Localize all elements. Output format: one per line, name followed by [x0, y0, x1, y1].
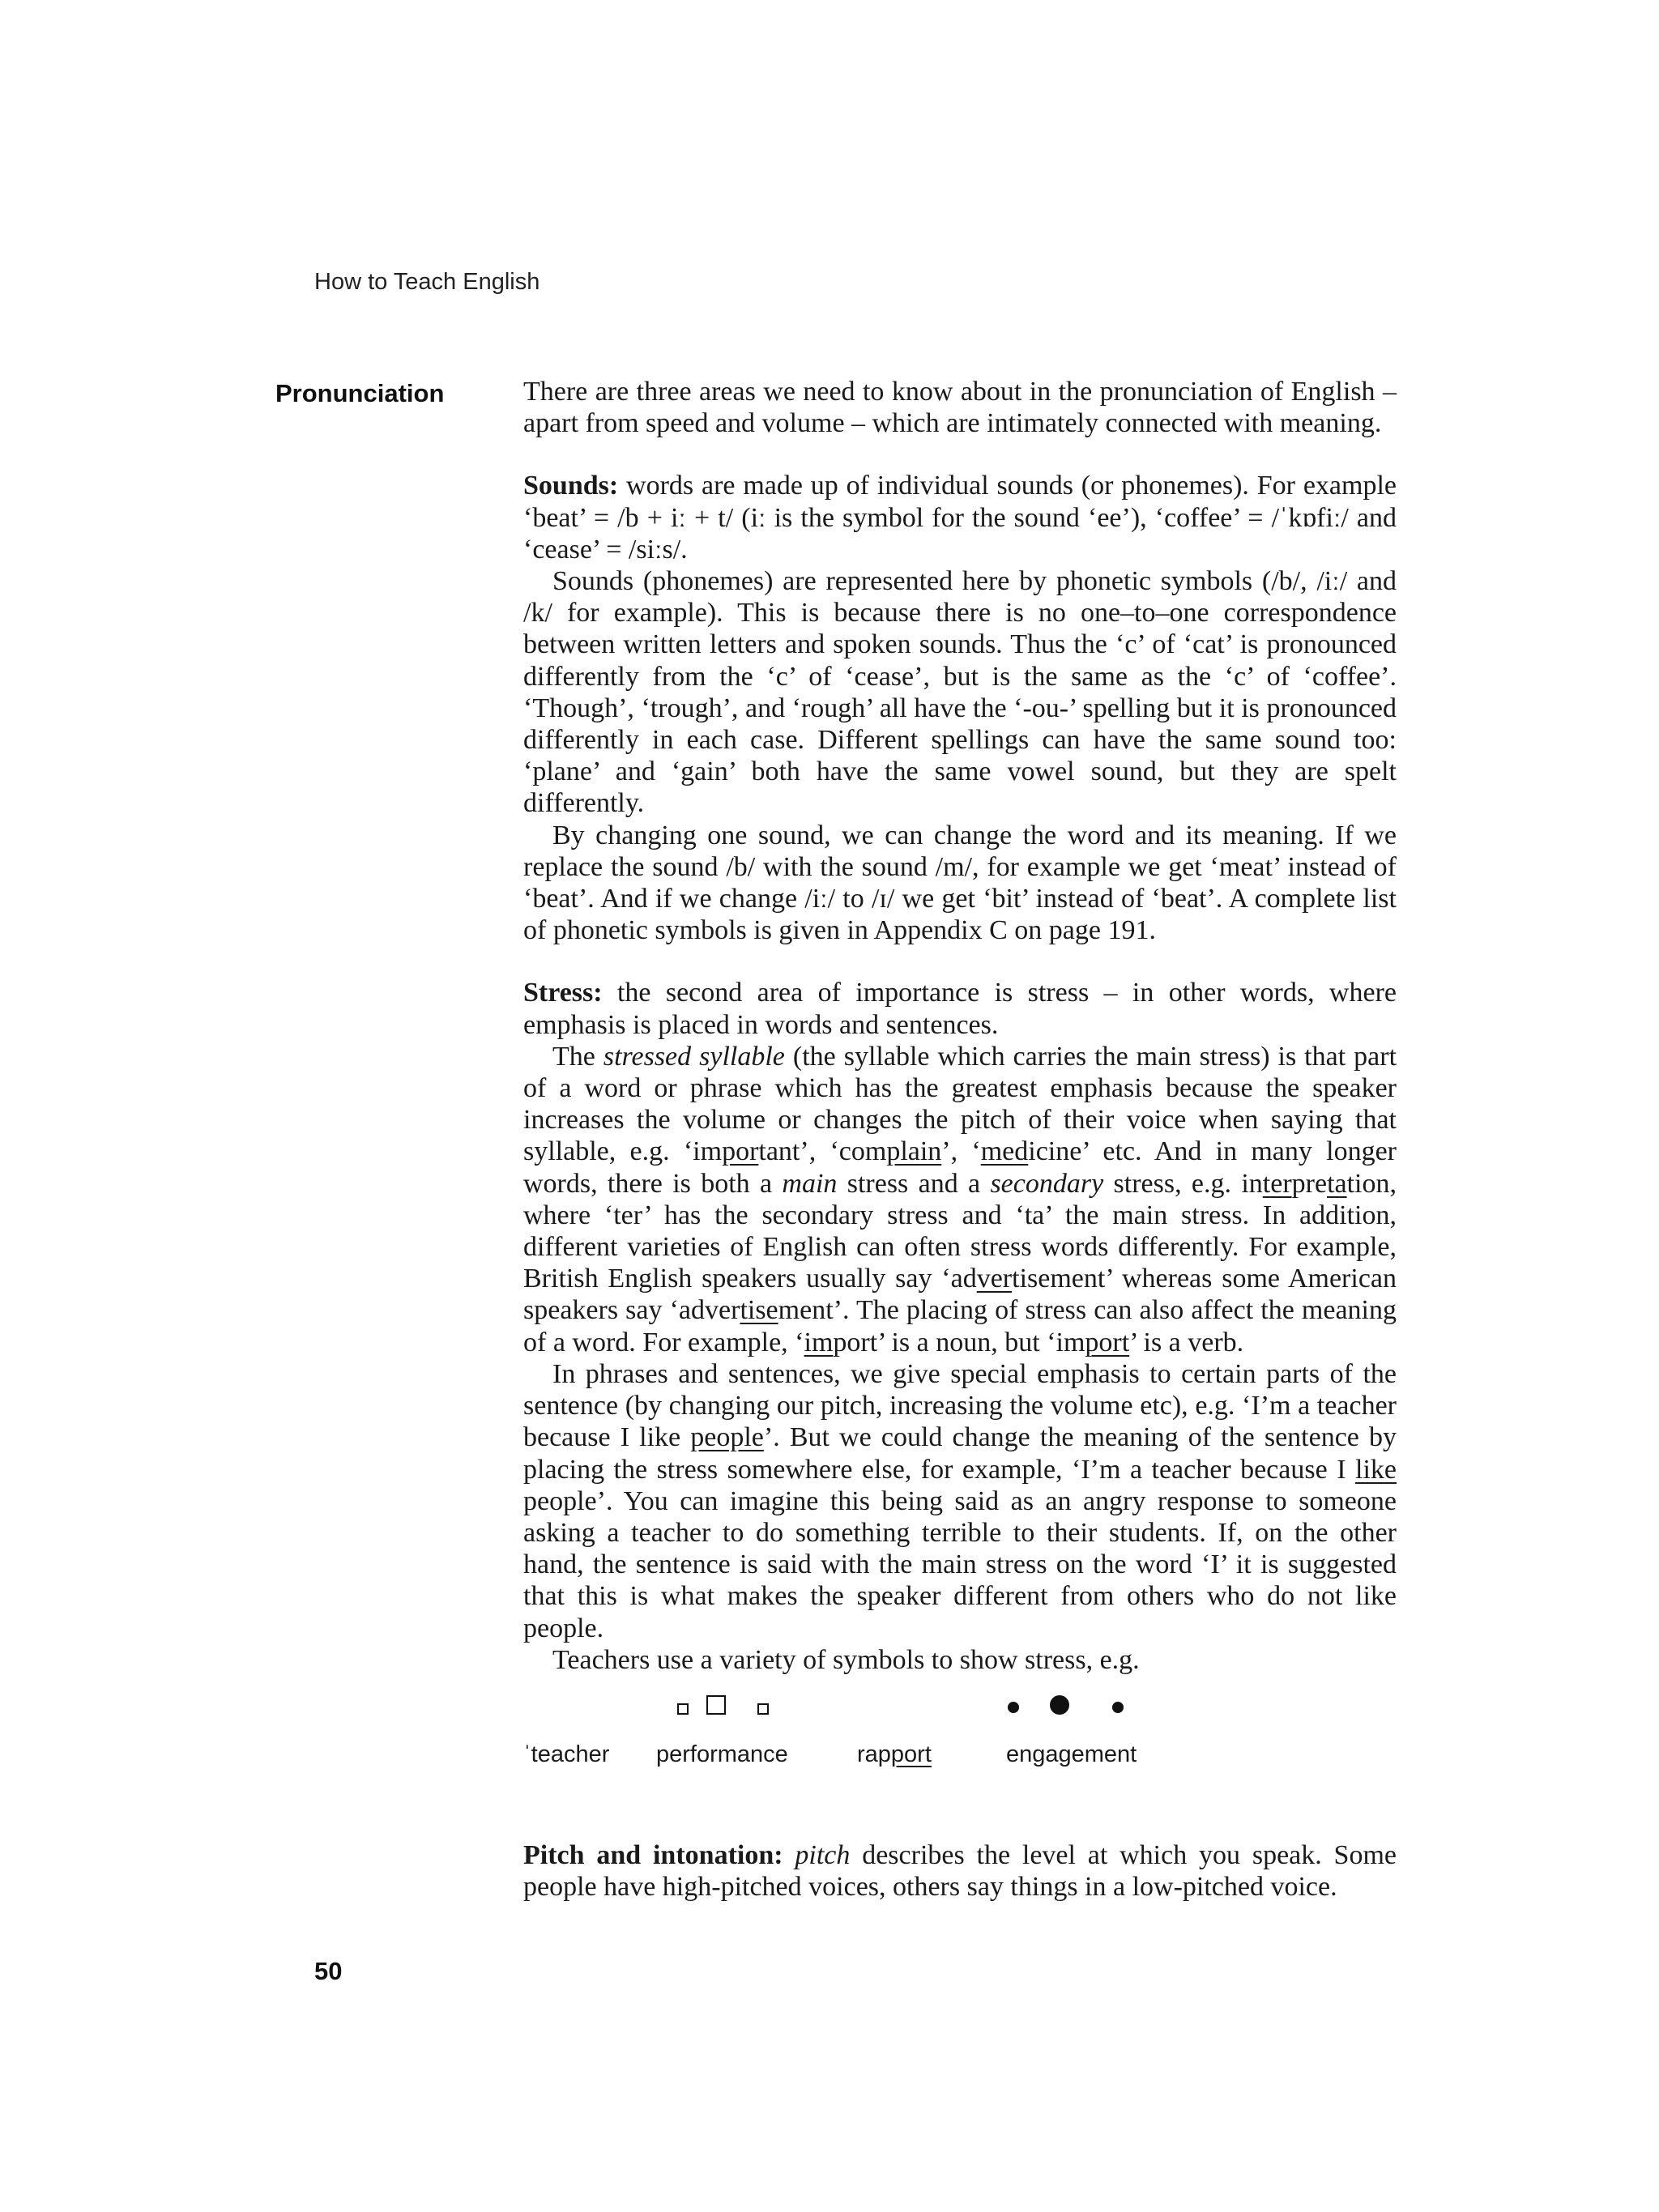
pitch-term: Pitch and intonation: [523, 1839, 783, 1870]
sounds-paragraph-2: Sounds (phonemes) are represented here by phonetic symbols (/b/, /iː/ and /k/ for example). This is because there is no one–to–one correspondence between written letters and spoken sounds. Thus the ‘c’ of ‘cat’ is pronounced differently from the ‘c’ of ‘cease’, but is the same as the ‘c’ of ‘coffee’. ‘Though’, ‘trough’, and ‘rough’ all have the ‘-ou-’ spelling but it is pronounced differently in each case. Different spellings can have the same sound too: ‘plane’ and ‘gain’ both have the same vowel sound, but they are spelt differently. [523, 566, 1397, 819]
body-text [523, 376, 1397, 1903]
stressed-syllable: port [1085, 1327, 1130, 1357]
running-head: How to Teach English [314, 269, 540, 295]
text-run: stress, e.g. in [1103, 1168, 1263, 1199]
stressed-syllable: ta [1327, 1168, 1347, 1199]
sounds-term: Sounds: [523, 471, 619, 501]
stressed-syllable: tise [740, 1295, 778, 1326]
text-run: (the syllable which carries the main stress) is that part of a word or phrase which has the greatest emphasis because the speaker increases the volume or changes the pitch of their voice when saying that syllable, e.g. ‘im [523, 1041, 1397, 1167]
stress-paragraph-2 [523, 1041, 1397, 1358]
rapport-unstressed: rap [857, 1741, 891, 1767]
stressed-syllable: ter [1262, 1168, 1292, 1199]
text-run: ’ is a verb. [1129, 1327, 1244, 1357]
sounds-paragraph-1 [523, 470, 1397, 565]
small-dot-icon [1112, 1702, 1124, 1713]
stressed-word: like [1355, 1454, 1397, 1485]
text-run: ’, ‘ [941, 1136, 981, 1167]
stress-p1-text: the second area of importance is stress – in other words, where emphasis is placed in words and sentences. [523, 978, 1397, 1040]
example-teacher: ˈteacher [523, 1741, 610, 1767]
stress-paragraph-4: Teachers use a variety of symbols to show stress, e.g. [552, 1644, 1140, 1675]
text-run: icine’ etc. And in many longer words, there is both a [523, 1136, 1397, 1199]
large-box-icon [706, 1695, 726, 1715]
stressed-word: people [690, 1422, 764, 1453]
text-run: people’. You can imagine this being said as an angry response to someone asking a teacher to do something terrible to their students. If, on the other hand, the sentence is said with the main stress on the word ‘I’ it is suggested that this is what makes the speaker different from others who do not like people. [523, 1485, 1397, 1643]
italic-term: main [782, 1168, 838, 1199]
sounds-paragraph-3: By changing one sound, we can change the word and its meaning. If we replace the sound /b/ with the sound /m/, for example we get ‘meat’ instead of ‘beat’. And if we change /iː/ to /ɪ/ we get ‘bit’ instead of ‘beat’. A complete list of phonetic symbols is given in Appendix C on page 191. [523, 820, 1397, 946]
pitch-italic: pitch [795, 1839, 851, 1870]
stress-paragraph-3 [523, 1358, 1397, 1644]
text-run: The [552, 1041, 603, 1072]
small-box-icon [677, 1703, 689, 1715]
stressed-syllable: por [722, 1136, 759, 1167]
text-run: tion, where ‘ter’ has the secondary stress and ‘ta’ the main stress. In addition, different varieties of English can often stress words differently. For example, British English speakers usually say ‘ad [523, 1168, 1397, 1294]
example-rapport [857, 1739, 932, 1771]
page-number: 50 [314, 1957, 343, 1985]
large-dot-icon [1050, 1695, 1069, 1715]
stressed-syllable: ver [976, 1264, 1013, 1294]
small-box-icon [757, 1703, 769, 1715]
pitch-text: describes the level at which you speak. Some people have high-pitched voices, others say things in a low-pitched voice. [523, 1839, 1397, 1903]
pitch-paragraph [523, 1839, 1397, 1903]
text-run: stress and a [837, 1168, 991, 1199]
stressed-syllable: im [804, 1327, 834, 1357]
text-run: In phrases and sentences, we give special emphasis to certain parts of the sentence (by changing our pitch, increasing the volume etc), e.g. ‘I’m a teacher because I like [523, 1358, 1397, 1453]
stress-symbols-figure [523, 1687, 1397, 1779]
intro-paragraph: There are three areas we need to know about in the pronunciation of English – apart from speed and volume – which are intimately connected with meaning. [523, 377, 1397, 439]
text-run: tant’, ‘com [758, 1136, 887, 1167]
example-engagement: engagement [1006, 1741, 1137, 1767]
stress-term: Stress: [523, 978, 603, 1008]
section-heading: Pronunciation [275, 379, 445, 407]
text-run: pre [1291, 1168, 1328, 1199]
example-performance: performance [656, 1741, 788, 1767]
stressed-syllable: med [980, 1136, 1029, 1167]
text-run: tisement’ whereas some American speakers say ‘adver [523, 1264, 1397, 1326]
text-run: ment’. The placing of stress can also affect the meaning of a word. For example, ‘ [523, 1295, 1397, 1357]
text-run: port’ is a noun, but ‘im [833, 1327, 1085, 1357]
stressed-syllable: plain [886, 1136, 942, 1167]
rapport-stressed: port [890, 1741, 932, 1767]
small-dot-icon [1008, 1702, 1019, 1713]
italic-term: secondary [990, 1168, 1104, 1199]
text-run: ’. But we could change the meaning of the sentence by placing the stress somewhere else, for example, ‘I’m a teacher because I [523, 1422, 1397, 1485]
stress-paragraph-1 [523, 977, 1397, 1040]
italic-term: stressed syllable [603, 1041, 785, 1072]
sounds-p1-text: words are made up of individual sounds (or phonemes). For example ‘beat’ = /b + iː + t/ (iː is the symbol for the sound ‘ee’), ‘coffee’ = /ˈkɒfiː/ and ‘cease’ = /siːs/. [523, 471, 1397, 565]
